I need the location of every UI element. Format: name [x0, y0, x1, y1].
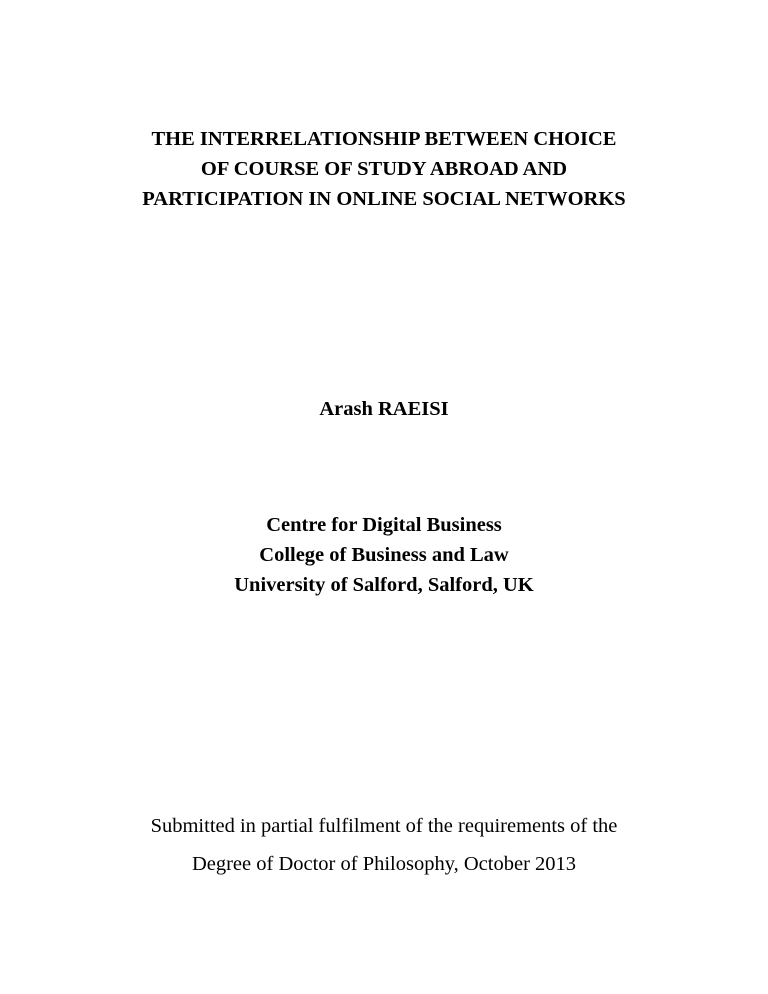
affiliation-college: College of Business and Law — [259, 544, 509, 566]
submission-line-2: Degree of Doctor of Philosophy, October 2013 — [191, 853, 577, 875]
thesis-title-line-3: PARTICIPATION IN ONLINE SOCIAL NETWORKS — [142, 188, 626, 210]
submission-line-1: Submitted in partial fulfilment of the requirements of the — [150, 815, 618, 837]
affiliation — [0, 510, 768, 600]
thesis-title-line-1: THE INTERRELATIONSHIP BETWEEN CHOICE — [151, 128, 617, 150]
affiliation-centre: Centre for Digital Business — [266, 514, 502, 536]
thesis-title — [0, 124, 768, 214]
author-name: Arash RAEISI — [319, 398, 449, 420]
affiliation-university: University of Salford, Salford, UK — [234, 574, 534, 596]
thesis-title-line-2: OF COURSE OF STUDY ABROAD AND — [200, 158, 568, 180]
submission-statement — [0, 807, 768, 883]
